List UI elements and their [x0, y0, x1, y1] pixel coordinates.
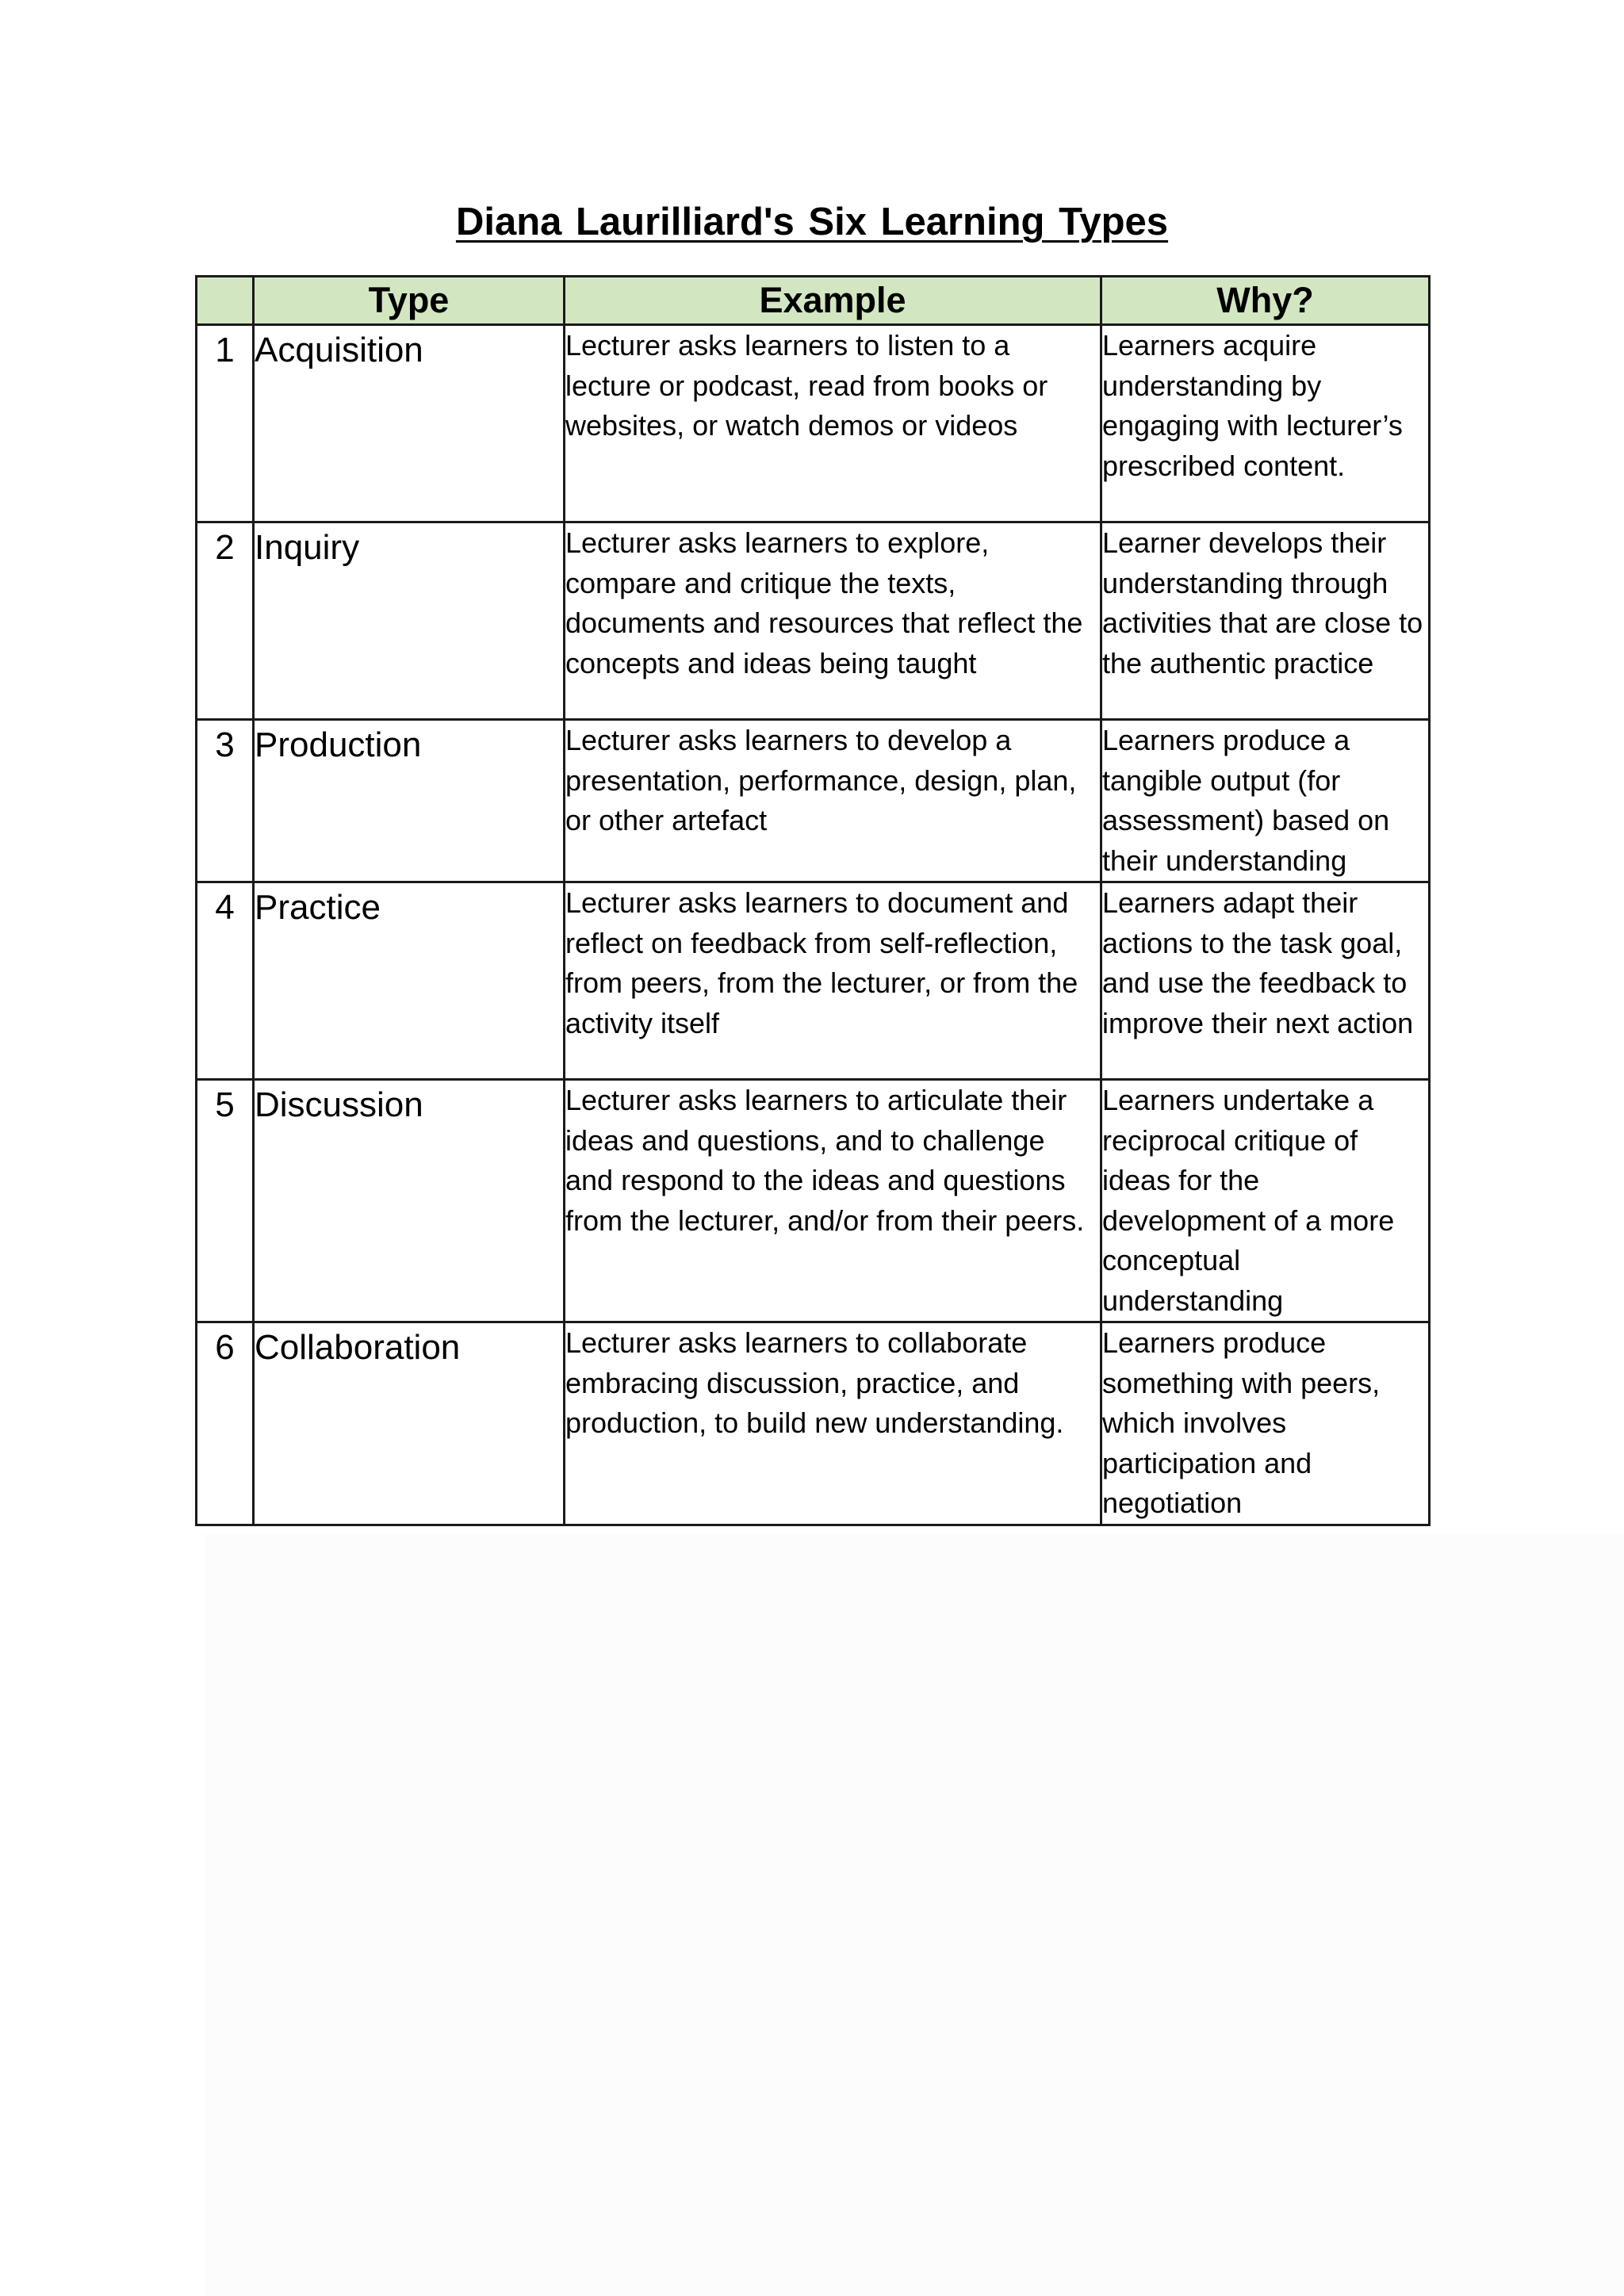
- table-row: [197, 522, 1430, 720]
- page-background-shade: [205, 1534, 1624, 2296]
- header-number: [197, 277, 254, 325]
- why-cell: Learner develops their understanding through activities that are close to the authentic practice: [1101, 522, 1430, 720]
- why-cell: Learners produce a tangible output (for assessment) based on their understanding: [1101, 720, 1430, 882]
- row-number: 4: [197, 882, 254, 1080]
- row-number: 6: [197, 1322, 254, 1525]
- header-example: Example: [565, 277, 1101, 325]
- type-cell: Inquiry: [254, 522, 565, 720]
- learning-types-table: [195, 275, 1431, 1526]
- why-cell: Learners acquire understanding by engaging with lecturer’s prescribed content.: [1101, 325, 1430, 522]
- example-cell: Lecturer asks learners to document and reflect on feedback from self-reflection, from peers, from the lecturer, or from the activity itself: [565, 882, 1101, 1080]
- type-cell: Collaboration: [254, 1322, 565, 1525]
- header-why: Why?: [1101, 277, 1430, 325]
- table-row: [197, 1322, 1430, 1525]
- type-cell: Acquisition: [254, 325, 565, 522]
- document-title: Diana Laurilliard's Six Learning Types: [455, 201, 1169, 243]
- table-header-row: [197, 277, 1430, 325]
- why-cell: Learners produce something with peers, which involves participation and negotiation: [1101, 1322, 1430, 1525]
- table-row: [197, 882, 1430, 1080]
- example-cell: Lecturer asks learners to articulate their ideas and questions, and to challenge and respond to the ideas and questions from the lecturer, and/or from their peers.: [565, 1080, 1101, 1322]
- why-cell: Learners undertake a reciprocal critique of ideas for the development of a more conceptual understanding: [1101, 1080, 1430, 1322]
- example-cell: Lecturer asks learners to develop a presentation, performance, design, plan, or other artefact: [565, 720, 1101, 882]
- row-number: 3: [197, 720, 254, 882]
- type-cell: Practice: [254, 882, 565, 1080]
- type-cell: Discussion: [254, 1080, 565, 1322]
- example-cell: Lecturer asks learners to listen to a lecture or podcast, read from books or websites, or watch demos or videos: [565, 325, 1101, 522]
- row-number: 5: [197, 1080, 254, 1322]
- table-row: [197, 1080, 1430, 1322]
- example-cell: Lecturer asks learners to explore, compare and critique the texts, documents and resources that reflect the concepts and ideas being taught: [565, 522, 1101, 720]
- type-cell: Production: [254, 720, 565, 882]
- table-row: [197, 720, 1430, 882]
- header-type: Type: [254, 277, 565, 325]
- why-cell: Learners adapt their actions to the task goal, and use the feedback to improve their next action: [1101, 882, 1430, 1080]
- example-cell: Lecturer asks learners to collaborate embracing discussion, practice, and production, to build new understanding.: [565, 1322, 1101, 1525]
- row-number: 1: [197, 325, 254, 522]
- row-number: 2: [197, 522, 254, 720]
- table-row: [197, 325, 1430, 522]
